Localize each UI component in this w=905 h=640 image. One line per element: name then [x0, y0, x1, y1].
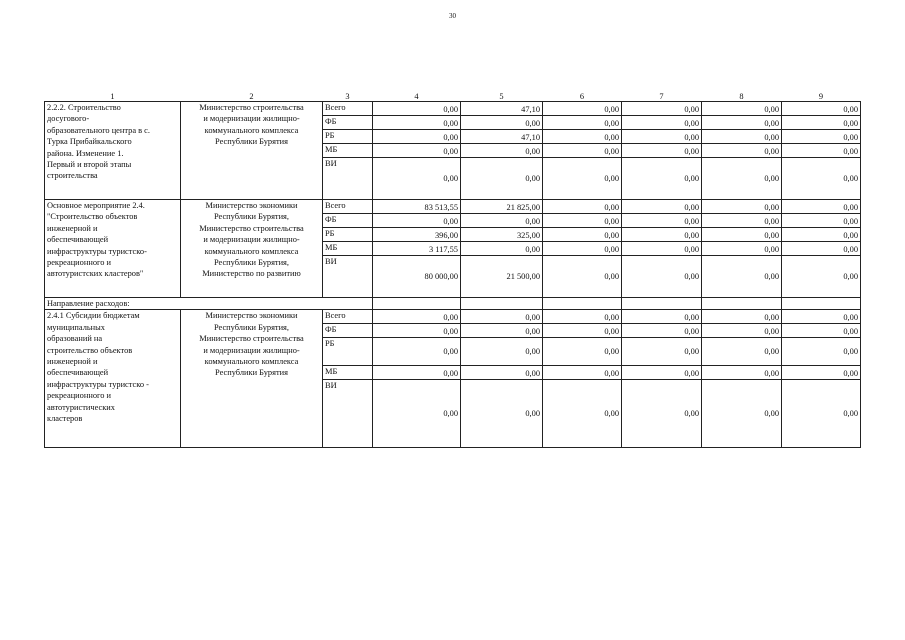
value-cell: 0,00	[622, 256, 702, 298]
measure-name-line: "Строительство объектов	[47, 212, 138, 222]
value-cell: 0,00	[461, 338, 543, 366]
executor	[181, 310, 323, 448]
measure-name-line: 2.4.1 Субсидии бюджетам	[47, 311, 140, 321]
measure-name-line: рекреационного и	[47, 391, 111, 401]
value-cell: 0,00	[373, 380, 461, 448]
value-cell: 0,00	[373, 310, 461, 324]
value-cell: 47,10	[461, 102, 543, 116]
funding-source: МБ	[323, 242, 373, 256]
measure-name-line: образований на	[47, 334, 103, 344]
executor-line: Республики Бурятия	[215, 137, 288, 147]
funding-source: РБ	[323, 130, 373, 144]
funding-source: ВИ	[323, 158, 373, 200]
value-cell: 0,00	[702, 228, 782, 242]
budget-table	[44, 92, 861, 448]
executor-line: коммунального комплекса	[204, 125, 299, 135]
value-cell: 0,00	[622, 228, 702, 242]
value-cell: 0,00	[702, 158, 782, 200]
executor-line: коммунального комплекса	[204, 246, 299, 256]
value-cell: 0,00	[373, 214, 461, 228]
value-cell: 0,00	[702, 366, 782, 380]
executor-line: коммунального комплекса	[204, 357, 299, 367]
measure-name	[45, 200, 181, 298]
value-cell: 0,00	[543, 130, 622, 144]
funding-source: МБ	[323, 144, 373, 158]
page-number: 30	[449, 12, 456, 20]
table-row	[45, 310, 861, 324]
executor-line: Министерство экономики	[205, 201, 298, 210]
value-cell: 0,00	[461, 214, 543, 228]
funding-source: РБ	[323, 228, 373, 242]
value-cell: 0,00	[373, 158, 461, 200]
value-cell: 0,00	[543, 158, 622, 200]
value-cell: 83 513,55	[373, 200, 461, 214]
value-cell: 0,00	[622, 116, 702, 130]
value-cell: 0,00	[702, 144, 782, 158]
executor-line: Министерство строительства	[199, 223, 304, 233]
value-cell: 0,00	[782, 200, 861, 214]
executor-line: и модернизации жилищно-	[203, 235, 300, 245]
measure-name-line: Основное мероприятие 2.4.	[47, 201, 145, 210]
value-cell: 80 000,00	[373, 256, 461, 298]
value-cell: 0,00	[782, 214, 861, 228]
value-cell: 0,00	[782, 310, 861, 324]
empty-cell	[782, 298, 861, 310]
column-header: 2	[181, 92, 323, 102]
measure-name-line: муниципальных	[47, 322, 105, 332]
value-cell: 0,00	[782, 116, 861, 130]
value-cell: 0,00	[782, 338, 861, 366]
value-cell: 0,00	[622, 338, 702, 366]
value-cell: 0,00	[543, 116, 622, 130]
funding-source: РБ	[323, 338, 373, 366]
value-cell: 0,00	[373, 338, 461, 366]
executor-line: Министерство экономики	[205, 311, 298, 321]
measure-name-line: обеспечивающей	[47, 368, 109, 378]
table-row	[45, 102, 861, 116]
value-cell: 0,00	[622, 310, 702, 324]
value-cell: 0,00	[622, 214, 702, 228]
value-cell: 0,00	[782, 256, 861, 298]
value-cell: 0,00	[782, 102, 861, 116]
value-cell: 0,00	[543, 310, 622, 324]
value-cell: 0,00	[543, 214, 622, 228]
executor-line: Республики Бурятия,	[213, 258, 290, 268]
value-cell: 0,00	[543, 366, 622, 380]
value-cell: 0,00	[461, 242, 543, 256]
value-cell: 0,00	[782, 158, 861, 200]
measure-name-line: района. Изменение 1.	[47, 148, 124, 158]
column-header: 1	[45, 92, 181, 102]
executor-line: Министерство по развитию	[202, 269, 301, 279]
value-cell: 21 825,00	[461, 200, 543, 214]
value-cell: 0,00	[622, 130, 702, 144]
funding-source: Всего	[323, 310, 373, 324]
value-cell: 47,10	[461, 130, 543, 144]
value-cell: 0,00	[782, 130, 861, 144]
value-cell: 0,00	[702, 242, 782, 256]
value-cell: 0,00	[543, 228, 622, 242]
column-header: 7	[622, 92, 702, 102]
value-cell: 0,00	[461, 324, 543, 338]
funding-source: Всего	[323, 102, 373, 116]
funding-source: Всего	[323, 200, 373, 214]
value-cell: 0,00	[461, 366, 543, 380]
value-cell: 0,00	[461, 144, 543, 158]
value-cell: 0,00	[543, 380, 622, 448]
value-cell: 0,00	[543, 338, 622, 366]
empty-cell	[702, 298, 782, 310]
executor-line: и модернизации жилищно-	[203, 114, 300, 124]
funding-source: ВИ	[323, 380, 373, 448]
value-cell: 0,00	[782, 228, 861, 242]
value-cell: 0,00	[702, 200, 782, 214]
measure-name-line: образовательного центра в с.	[47, 125, 150, 135]
value-cell: 0,00	[622, 200, 702, 214]
funding-source: МБ	[323, 366, 373, 380]
measure-name-line: рекреационного и	[47, 258, 111, 268]
value-cell: 325,00	[461, 228, 543, 242]
value-cell: 0,00	[782, 242, 861, 256]
executor	[181, 200, 323, 298]
executor	[181, 102, 323, 200]
value-cell: 0,00	[782, 366, 861, 380]
funding-source: ФБ	[323, 116, 373, 130]
value-cell: 0,00	[373, 324, 461, 338]
measure-name-line: обеспечивающей	[47, 235, 109, 245]
funding-source: ВИ	[323, 256, 373, 298]
section-note: Направление расходов:	[45, 298, 373, 310]
empty-cell	[461, 298, 543, 310]
column-header: 9	[782, 92, 861, 102]
empty-cell	[622, 298, 702, 310]
measure-name-line: автотуристических	[47, 402, 115, 412]
value-cell: 0,00	[702, 102, 782, 116]
value-cell: 0,00	[543, 256, 622, 298]
value-cell: 0,00	[702, 380, 782, 448]
value-cell: 0,00	[543, 102, 622, 116]
value-cell: 0,00	[702, 214, 782, 228]
column-header: 3	[323, 92, 373, 102]
measure-name-line: инфраструктуры туристско-	[47, 246, 147, 256]
measure-name-line: инфраструктуры туристско -	[47, 379, 149, 389]
table-row	[45, 200, 861, 214]
value-cell: 0,00	[782, 144, 861, 158]
value-cell: 0,00	[622, 242, 702, 256]
value-cell: 0,00	[702, 310, 782, 324]
value-cell: 0,00	[543, 144, 622, 158]
value-cell: 0,00	[622, 158, 702, 200]
measure-name-line: автотуристских кластеров"	[47, 269, 144, 279]
section-note-row	[45, 298, 861, 310]
empty-cell	[543, 298, 622, 310]
value-cell: 0,00	[373, 366, 461, 380]
value-cell: 3 117,55	[373, 242, 461, 256]
value-cell: 0,00	[702, 338, 782, 366]
value-cell: 0,00	[373, 144, 461, 158]
measure-name-line: строительство объектов	[47, 345, 133, 355]
value-cell: 0,00	[702, 116, 782, 130]
value-cell: 0,00	[461, 116, 543, 130]
measure-name-line: Первый и второй этапы	[47, 160, 132, 170]
executor-line: Республики Бурятия,	[213, 322, 290, 332]
value-cell: 0,00	[622, 380, 702, 448]
value-cell: 0,00	[543, 324, 622, 338]
funding-source: ФБ	[323, 214, 373, 228]
value-cell: 0,00	[373, 130, 461, 144]
column-header: 6	[543, 92, 622, 102]
column-header: 8	[702, 92, 782, 102]
value-cell: 0,00	[543, 242, 622, 256]
value-cell: 21 500,00	[461, 256, 543, 298]
funding-source: ФБ	[323, 324, 373, 338]
executor-line: Республики Бурятия	[215, 368, 288, 378]
header-row	[45, 92, 861, 102]
measure-name	[45, 102, 181, 200]
executor-line: Министерство строительства	[199, 103, 304, 112]
measure-name-line: строительства	[47, 171, 98, 181]
value-cell: 0,00	[622, 366, 702, 380]
value-cell: 0,00	[543, 200, 622, 214]
measure-name-line: 2.2.2. Строительство	[47, 103, 121, 112]
value-cell: 0,00	[702, 256, 782, 298]
value-cell: 0,00	[461, 310, 543, 324]
value-cell: 0,00	[461, 380, 543, 448]
value-cell: 0,00	[622, 102, 702, 116]
executor-line: Республики Бурятия,	[213, 212, 290, 222]
measure-name-line: досугового-	[47, 114, 90, 124]
executor-line: и модернизации жилищно-	[203, 345, 300, 355]
column-header: 4	[373, 92, 461, 102]
measure-name-line: инженерной и	[47, 223, 98, 233]
column-header: 5	[461, 92, 543, 102]
measure-name-line: кластеров	[47, 414, 83, 424]
value-cell: 0,00	[461, 158, 543, 200]
value-cell: 0,00	[373, 116, 461, 130]
value-cell: 0,00	[782, 324, 861, 338]
value-cell: 0,00	[702, 324, 782, 338]
value-cell: 396,00	[373, 228, 461, 242]
empty-cell	[373, 298, 461, 310]
executor-line: Министерство строительства	[199, 334, 304, 344]
value-cell: 0,00	[782, 380, 861, 448]
value-cell: 0,00	[702, 130, 782, 144]
measure-name	[45, 310, 181, 448]
measure-name-line: инженерной и	[47, 357, 98, 367]
value-cell: 0,00	[622, 144, 702, 158]
value-cell: 0,00	[622, 324, 702, 338]
value-cell: 0,00	[373, 102, 461, 116]
measure-name-line: Турка Прибайкальского	[47, 137, 132, 147]
